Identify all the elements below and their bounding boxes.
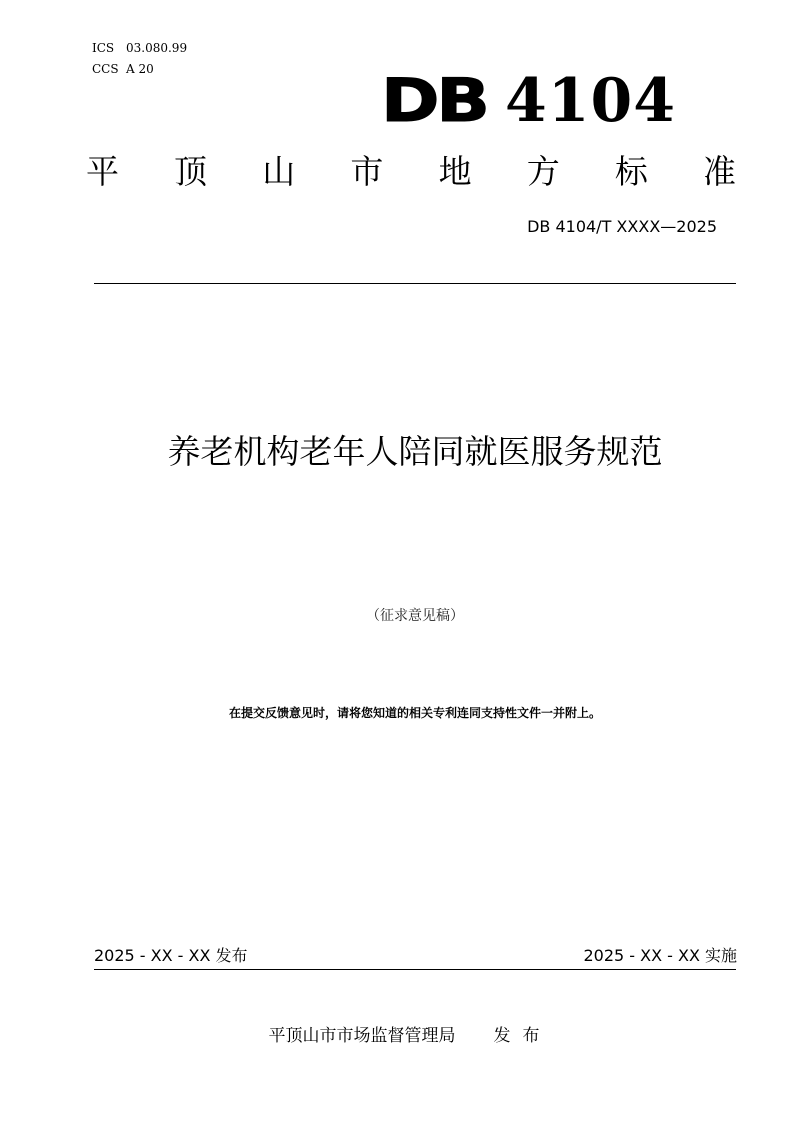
classification-codes: [92, 38, 187, 80]
issuer-line: [0, 1023, 793, 1049]
standard-mark-digits: 4104: [505, 66, 676, 136]
standard-number: DB 4104/T XXXX—2025: [527, 217, 717, 236]
standard-mark-letters: DB: [381, 66, 487, 136]
standard-category-char: 准: [702, 152, 736, 191]
standard-category-char: 山: [262, 152, 296, 191]
standard-category-char: 方: [526, 152, 560, 191]
standard-category-title: [86, 150, 736, 194]
draft-label: （征求意见稿）: [366, 608, 464, 624]
issue-date: 2025 - XX - XX 发布: [94, 946, 248, 965]
standard-category-char: 市: [350, 152, 384, 191]
standard-category-char: 平: [86, 152, 119, 191]
ics-row: [92, 38, 187, 59]
implementation-date: 2025 - XX - XX 实施: [583, 946, 737, 965]
standard-mark: [381, 66, 676, 136]
document-title: 养老机构老年人陪同就医服务规范: [167, 432, 663, 471]
ics-code: 03.080.99: [126, 41, 188, 55]
standard-category-char: 标: [614, 152, 648, 191]
ccs-code: A 20: [126, 62, 154, 76]
issuer-name: 平顶山市市场监督管理局: [268, 1026, 456, 1046]
standard-category-char: 地: [438, 152, 472, 191]
issuer-action: 发布: [493, 1026, 552, 1046]
ccs-row: [92, 59, 187, 80]
ccs-label: CCS: [92, 62, 119, 76]
patent-notice: 在提交反馈意见时，请将您知道的相关专利连同支持性文件一并附上。: [228, 706, 601, 720]
header-divider: [94, 283, 736, 284]
standard-category-char: 顶: [174, 152, 208, 191]
ics-label: ICS: [92, 41, 115, 55]
footer-divider: [94, 969, 736, 970]
